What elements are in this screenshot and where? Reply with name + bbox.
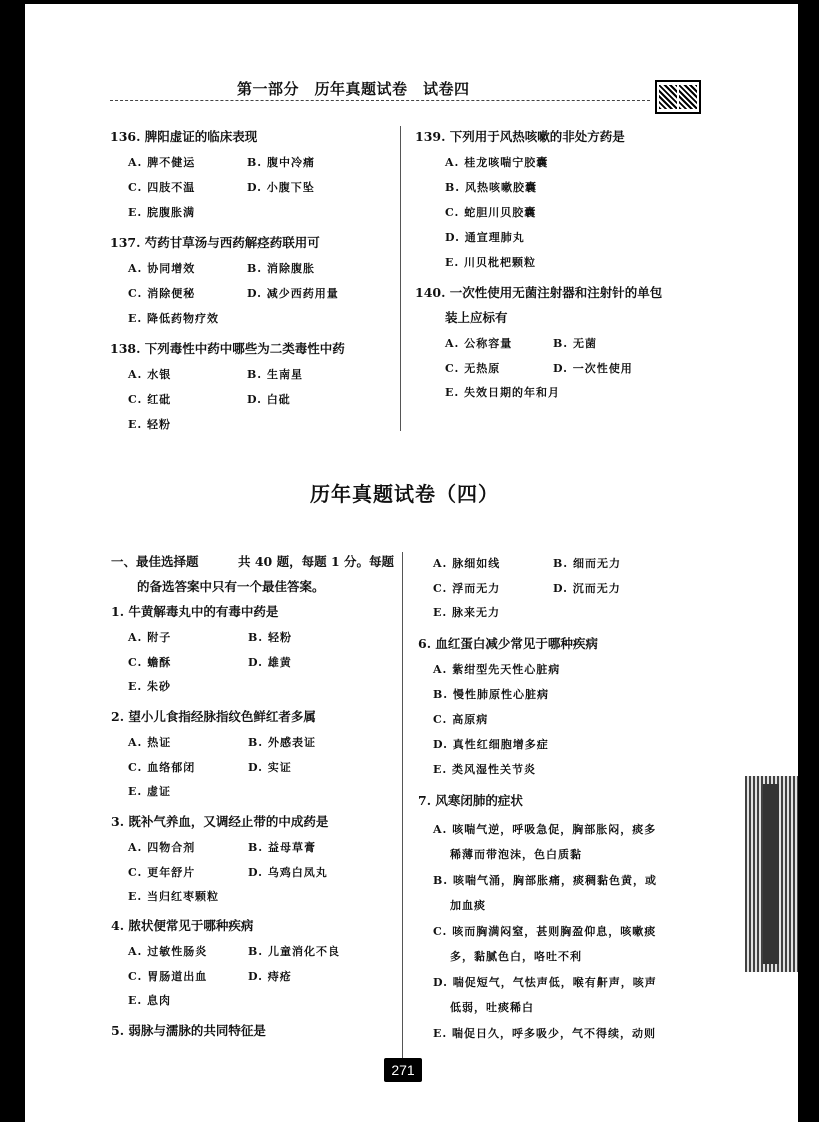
option-e: E. 脉来无力 bbox=[433, 606, 501, 619]
option-d: D. 通宣理肺丸 bbox=[445, 231, 525, 244]
option-a: A. 热证 bbox=[128, 736, 172, 749]
header-rule bbox=[110, 100, 650, 101]
option-a: A. 四物合剂 bbox=[128, 841, 196, 854]
option-c: C. 四肢不温 bbox=[128, 181, 196, 194]
option-c: C. 蛇胆川贝胶囊 bbox=[445, 206, 537, 219]
option-a: A. 附子 bbox=[128, 631, 172, 644]
option-b: B. 儿童消化不良 bbox=[248, 945, 340, 958]
instructions-heading: 一、最佳选择题 bbox=[111, 554, 199, 569]
option-a: A. 协同增效 bbox=[128, 262, 196, 275]
option-e: E. 虚证 bbox=[128, 785, 172, 798]
question-stem: 5. 弱脉与濡脉的共同特征是 bbox=[111, 1023, 266, 1038]
option-c: C. 消除便秘 bbox=[128, 287, 196, 300]
option-b: B. 腹中冷痛 bbox=[247, 156, 315, 169]
option-cont: 多，黏腻色白，咯吐不利 bbox=[450, 950, 582, 963]
option-d: D. 痔疮 bbox=[248, 969, 292, 983]
question-stem: 1. 牛黄解毒丸中的有毒中药是 bbox=[111, 604, 279, 619]
instructions-text: 共 40 题，每题 1 分。每题 bbox=[238, 554, 395, 569]
option-d: D. 一次性使用 bbox=[553, 361, 633, 375]
option-e: E. 川贝枇杷颗粒 bbox=[445, 256, 537, 269]
option-c: C. 高原病 bbox=[433, 713, 489, 726]
option-c: C. 蟾酥 bbox=[128, 655, 172, 669]
option: A. 咳喘气逆，呼吸急促，胸部胀闷，痰多 bbox=[433, 823, 657, 836]
option-c: C. 无热原 bbox=[445, 361, 501, 375]
option-e: E. 息肉 bbox=[128, 994, 172, 1007]
option-c: C. 浮而无力 bbox=[433, 581, 501, 595]
question-stem-cont: 装上应标有 bbox=[445, 310, 508, 325]
question-stem: 138. 下列毒性中药中哪些为二类毒性中药 bbox=[110, 341, 345, 356]
question-stem: 2. 望小儿食指经脉指纹色鲜红者多属 bbox=[111, 709, 316, 724]
option-cont: 低弱，吐痰稀白 bbox=[450, 1001, 534, 1014]
instructions-text: 的备选答案中只有一个最佳答案。 bbox=[137, 579, 325, 594]
option-b: B. 细而无力 bbox=[553, 557, 621, 570]
option-a: A. 脉细如线 bbox=[433, 557, 501, 570]
option-e: E. 当归红枣颗粒 bbox=[128, 890, 220, 903]
option-d: D. 减少西药用量 bbox=[247, 287, 339, 300]
question-stem: 136. 脾阳虚证的临床表现 bbox=[110, 129, 258, 144]
question-stem: 3. 既补气养血，又调经止带的中成药是 bbox=[111, 814, 329, 829]
question-stem: 6. 血红蛋白减少常见于哪种疾病 bbox=[418, 636, 598, 651]
option-a: A. 脾不健运 bbox=[128, 156, 196, 169]
option-b: B. 无菌 bbox=[553, 337, 597, 350]
option-d: D. 白砒 bbox=[247, 393, 291, 406]
option-e: E. 类风湿性关节炎 bbox=[433, 763, 537, 776]
option: C. 咳而胸满闷窒，甚则胸盈仰息，咳嗽痰 bbox=[433, 925, 657, 938]
question-stem: 137. 芍药甘草汤与西药解痉药联用可 bbox=[110, 235, 320, 250]
option-d: D. 乌鸡白凤丸 bbox=[248, 865, 328, 879]
option-b: B. 益母草膏 bbox=[248, 841, 316, 854]
option-c: C. 胃肠道出血 bbox=[128, 969, 208, 983]
column-divider bbox=[400, 126, 401, 431]
column-divider bbox=[402, 552, 403, 1062]
running-header: 第一部分 历年真题试卷 试卷四 bbox=[237, 80, 470, 98]
option-b: B. 外感表证 bbox=[248, 736, 316, 749]
option-b: B. 风热咳嗽胶囊 bbox=[445, 181, 537, 194]
option-d: D. 雄黄 bbox=[248, 655, 292, 669]
book-logo-icon bbox=[655, 80, 701, 114]
option-b: B. 慢性肺原性心脏病 bbox=[433, 688, 549, 701]
option-e: E. 轻粉 bbox=[128, 418, 172, 431]
option-e: E. 降低药物疗效 bbox=[128, 312, 220, 325]
option-cont: 加血痰 bbox=[450, 899, 486, 912]
option-b: B. 轻粉 bbox=[248, 631, 292, 644]
option-a: A. 桂龙咳喘宁胶囊 bbox=[445, 156, 549, 169]
chapter-side-tab bbox=[745, 776, 798, 972]
section-title: 历年真题试卷（四） bbox=[310, 482, 499, 506]
option-c: C. 红砒 bbox=[128, 393, 172, 406]
option-d: D. 真性红细胞增多症 bbox=[433, 738, 549, 751]
option: B. 咳喘气涌，胸部胀痛，痰稠黏色黄，或 bbox=[433, 874, 657, 887]
option-a: A. 紫绀型先天性心脏病 bbox=[433, 663, 561, 676]
question-stem: 139. 下列用于风热咳嗽的非处方药是 bbox=[415, 129, 625, 144]
option-e: E. 脘腹胀满 bbox=[128, 206, 196, 219]
option-d: D. 沉而无力 bbox=[553, 581, 621, 595]
page-number: 271 bbox=[384, 1058, 422, 1082]
option-d: D. 小腹下坠 bbox=[247, 181, 315, 194]
option-b: B. 消除腹胀 bbox=[247, 262, 315, 275]
option-a: A. 公称容量 bbox=[445, 337, 513, 350]
option-e: E. 朱砂 bbox=[128, 680, 172, 693]
option-cont: 稀薄而带泡沫，色白质黏 bbox=[450, 848, 582, 861]
option-c: C. 更年舒片 bbox=[128, 865, 196, 879]
document-page bbox=[25, 4, 798, 1122]
option-c: C. 血络郁闭 bbox=[128, 760, 196, 774]
option-a: A. 过敏性肠炎 bbox=[128, 945, 208, 958]
option-b: B. 生南星 bbox=[247, 368, 303, 381]
option-d: D. 实证 bbox=[248, 760, 292, 774]
option: D. 喘促短气，气怯声低，喉有鼾声，咳声 bbox=[433, 976, 657, 989]
question-stem: 140. 一次性使用无菌注射器和注射针的单包 bbox=[415, 285, 663, 300]
option-e: E. 失效日期的年和月 bbox=[445, 386, 561, 399]
option-a: A. 水银 bbox=[128, 368, 172, 381]
option: E. 喘促日久，呼多吸少，气不得续，动则 bbox=[433, 1027, 657, 1040]
question-stem: 7. 风寒闭肺的症状 bbox=[418, 793, 523, 808]
question-stem: 4. 脓状便常见于哪种疾病 bbox=[111, 918, 254, 933]
